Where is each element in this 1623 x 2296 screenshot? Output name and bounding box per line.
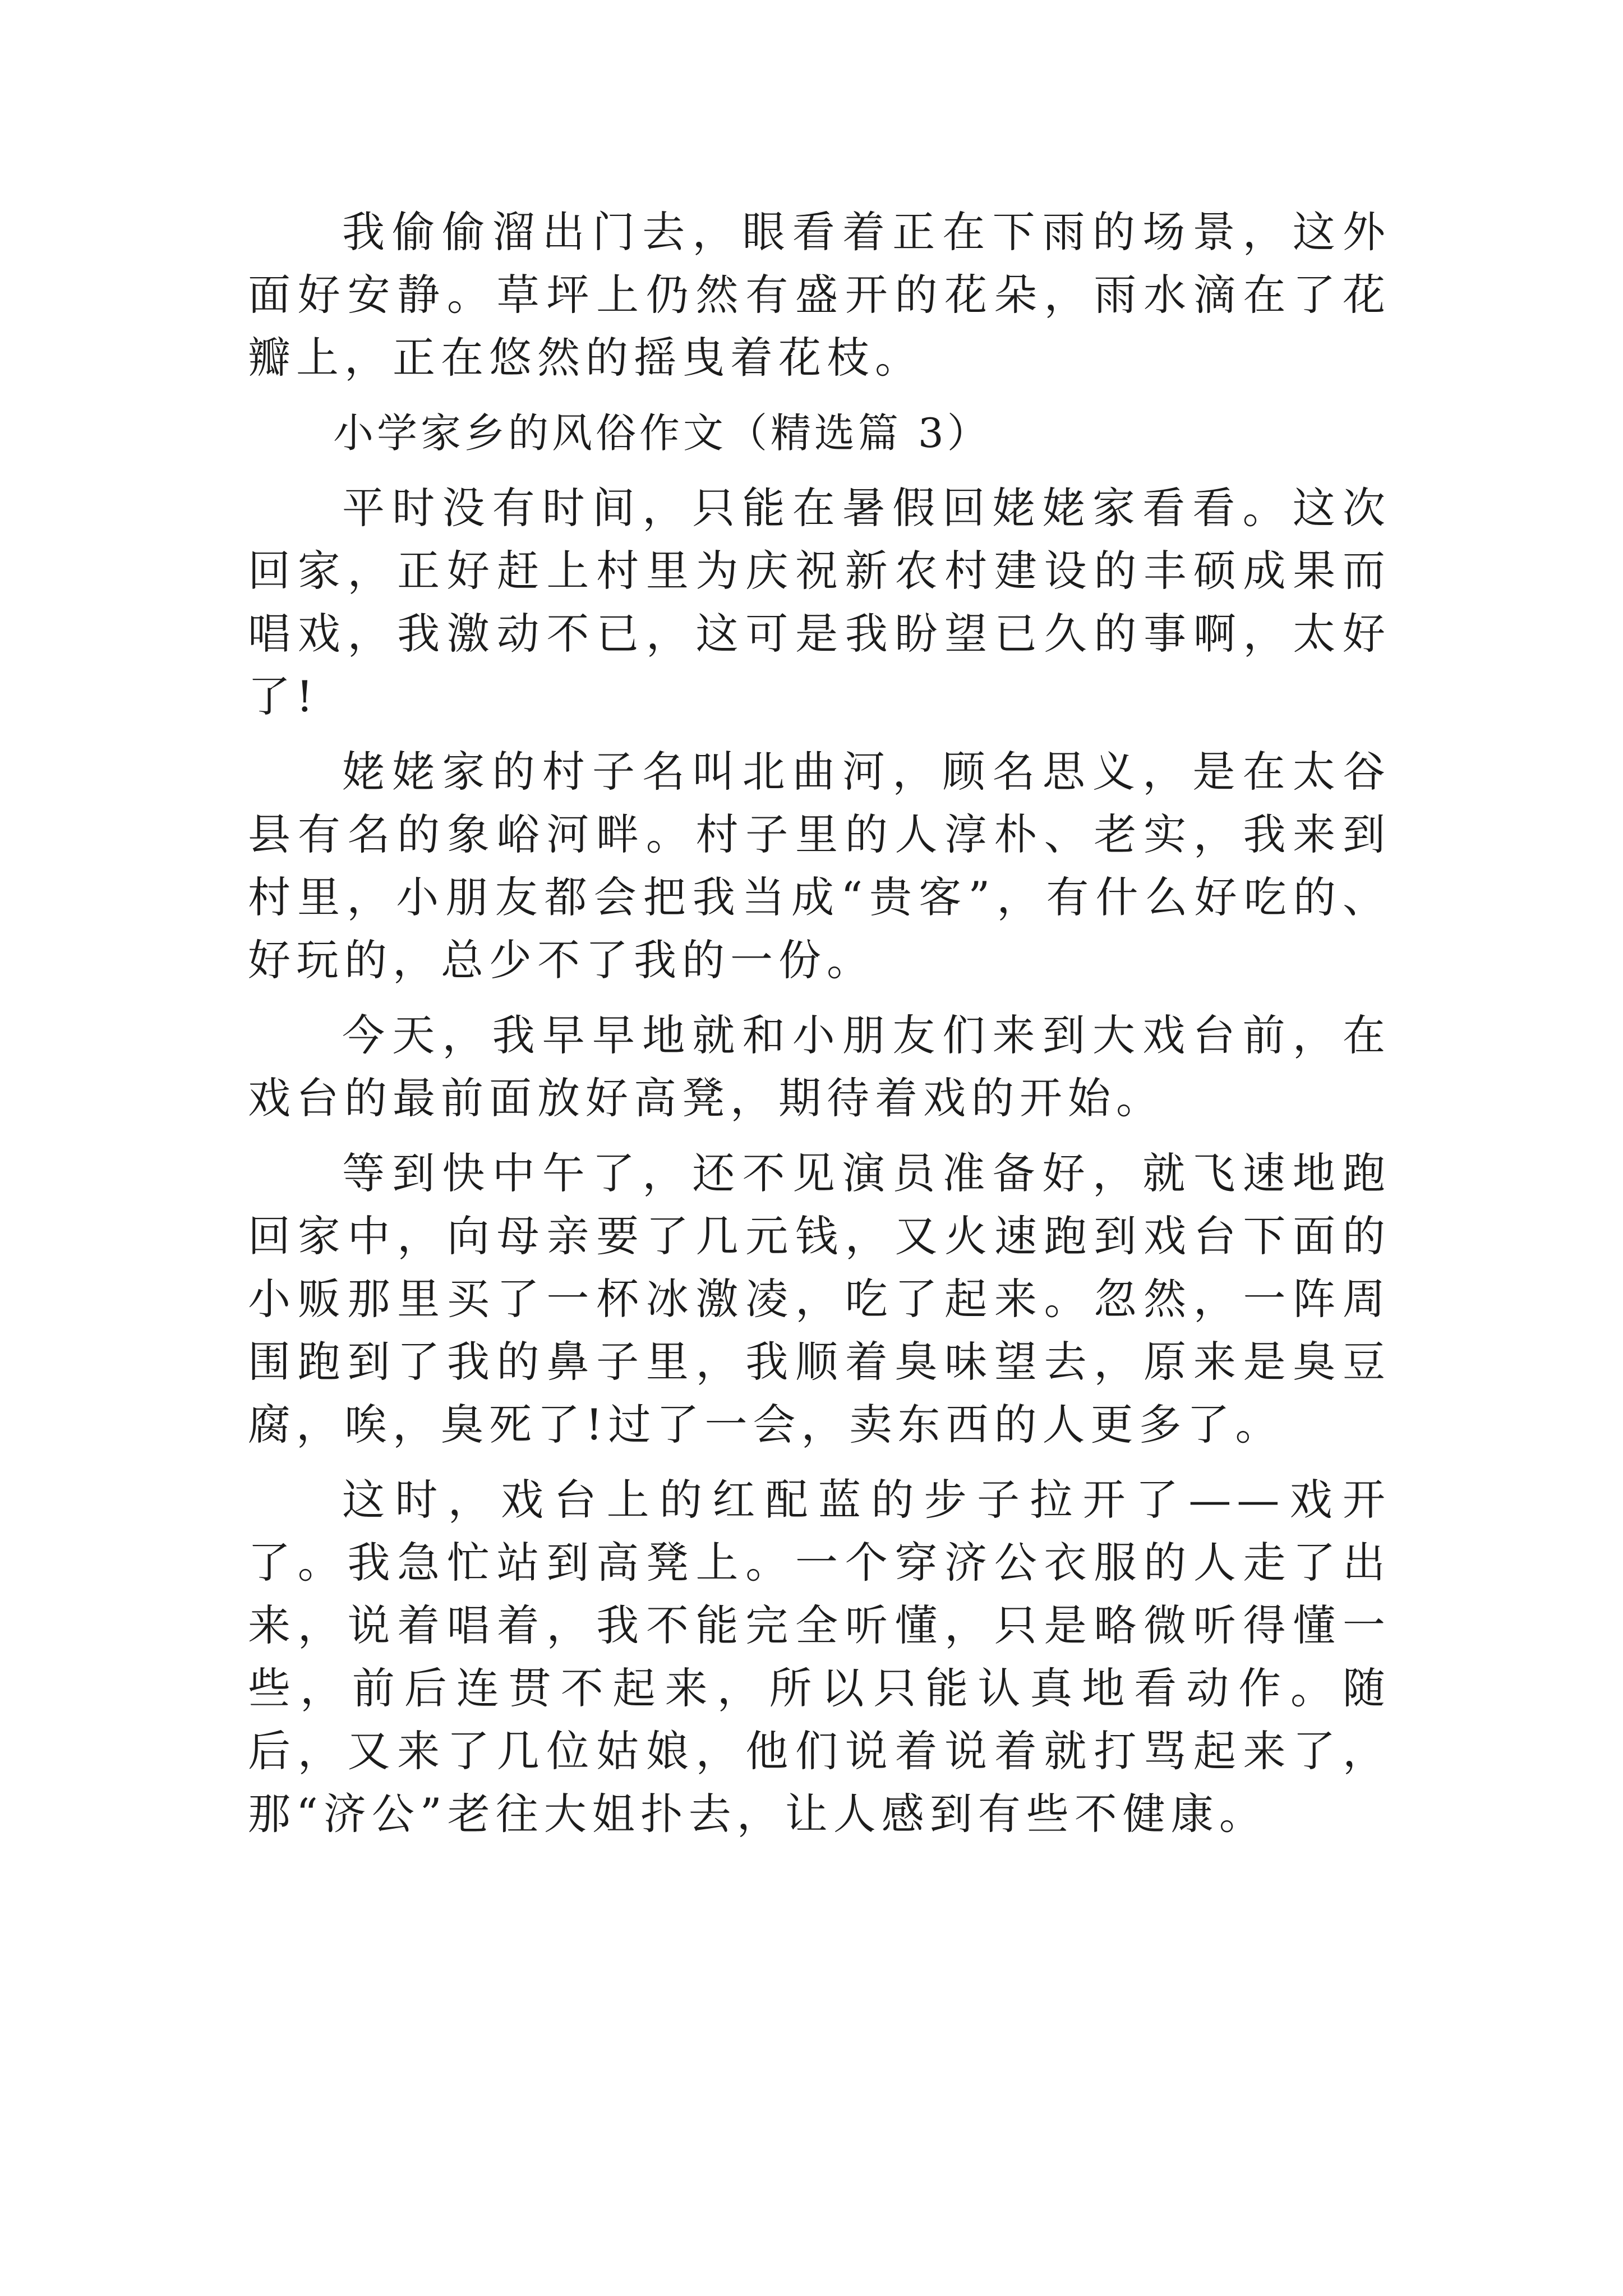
paragraph-opera-starts: 这时，戏台上的红配蓝的步子拉开了——戏开了。我急忙站到高凳上。一个穿济公衣服的人走了出来，说着唱着，我不能完全听懂，只是略微听得懂一些，前后连贯不起来，所以只能认真地看动作。随后，又来了几位姑娘，他们说着说着就打骂起来了，那“济公”老往大姐扑去，让人感到有些不健康。	[248, 1475, 1391, 1839]
paragraph-village: 姥姥家的村子名叫北曲河，顾名思义，是在太谷县有名的象峪河畔。村子里的人淳朴、老实，我来到村里，小朋友都会把我当成“贵客”，有什么好吃的、好玩的，总少不了我的一份。	[248, 747, 1391, 985]
paragraph-stage-front: 今天，我早早地就和小朋友们来到大戏台前，在戏台的最前面放好高凳，期待着戏的开始。	[248, 1010, 1391, 1123]
section-title: 小学家乡的风俗作文（精选篇 3）	[333, 409, 991, 457]
paragraph-rain-scene: 我偷偷溜出门去，眼看着正在下雨的场景，这外面好安静。草坪上仍然有盛开的花朵，雨水滴在了花瓣上，正在悠然的摇曳着花枝。	[248, 207, 1391, 383]
paragraph-waiting: 等到快中午了，还不见演员准备好，就飞速地跑回家中，向母亲要了几元钱，又火速跑到戏台下面的小贩那里买了一杯冰激凌，吃了起来。忽然，一阵周围跑到了我的鼻子里，我顺着臭味望去，原来是臭豆腐，唉，臭死了!过了一会，卖东西的人更多了。	[248, 1148, 1391, 1450]
document-body	[248, 201, 1391, 1858]
paragraph-summer-visit: 平时没有时间，只能在暑假回姥姥家看看。这次回家，正好赶上村里为庆祝新农村建设的丰硕成果而唱戏，我激动不已，这可是我盼望已久的事啊，太好了!	[248, 483, 1391, 721]
